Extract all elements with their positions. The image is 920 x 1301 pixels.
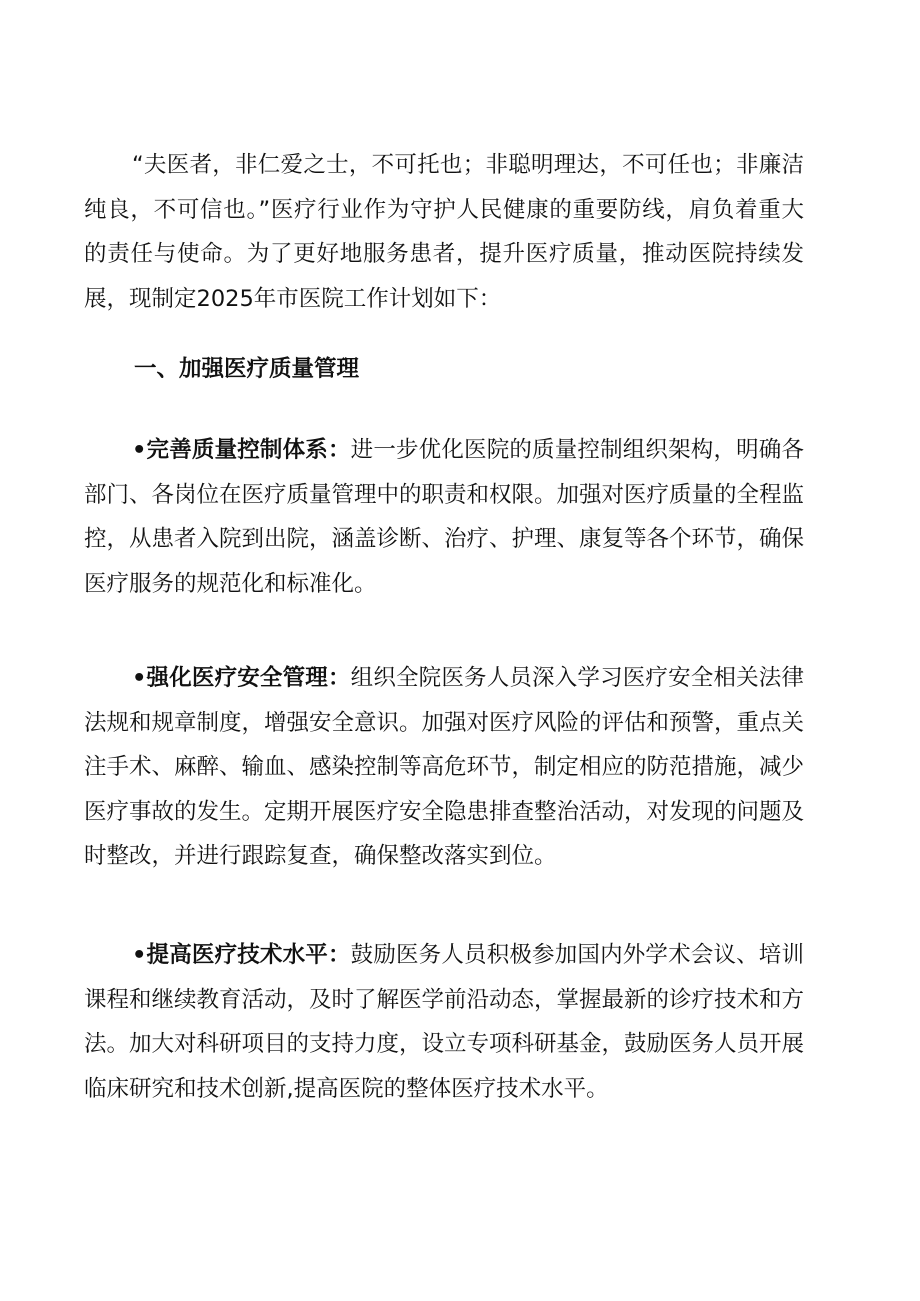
section-heading: 一、加强医疗质量管理 <box>134 356 360 382</box>
item-title: •强化医疗安全管理： <box>132 665 351 691</box>
item-title: •完善质量控制体系： <box>132 437 351 463</box>
item-body: 鼓励医务人员积极参加国内外学术会议、培训课程和继续教育活动，及时了解医学前沿动态，掌握最新的诊疗技术和方法。加大对科研项目的支持力度，设立专项科研基金，鼓励医务人员开展临床研究和技术创新,提高医院的整体医疗技术水平。 <box>84 942 805 1102</box>
item-body: 组织全院医务人员深入学习医疗安全相关法律法规和规章制度，增强安全意识。加强对医疗风险的评估和预警，重点关注手术、麻醉、输血、感染控制等高危环节，制定相应的防范措施，减少医疗事故的发生。定期开展医疗安全隐患排查整治活动，对发现的问题及时整改，并进行跟踪复查，确保整改落实到位。 <box>84 665 805 869</box>
list-item <box>84 428 804 606</box>
list-item <box>84 933 804 1111</box>
list-item <box>84 656 804 879</box>
item-title: •提高医疗技术水平： <box>132 942 351 968</box>
item-body: 进一步优化医院的质量控制组织架构，明确各部门、各岗位在医疗质量管理中的职责和权限。加强对医疗质量的全程监控，从患者入院到出院，涵盖诊断、治疗、护理、康复等各个环节，确保医疗服务的规范化和标准化。 <box>84 437 805 597</box>
intro-paragraph: “夫医者，非仁爱之士，不可托也；非聪明理达，不可任也；非廉洁纯良，不可信也。”医疗行业作为守护人民健康的重要防线，肩负着重大的责任与使命。为了更好地服务患者，提升医疗质量，推动医院持续发展，现制定2025年市医院工作计划如下： <box>84 152 804 312</box>
